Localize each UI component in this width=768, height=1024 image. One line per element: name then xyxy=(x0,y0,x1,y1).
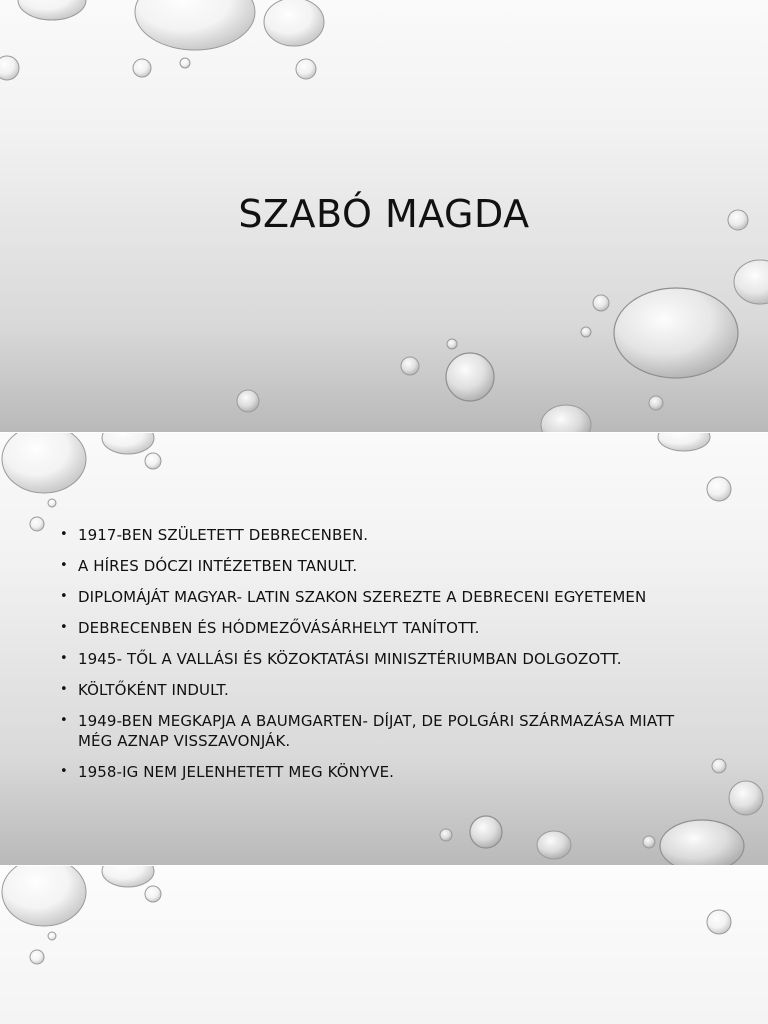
list-item: • KÖLTŐKÉNT INDULT. xyxy=(60,681,229,699)
list-item: • 1949-BEN MEGKAPJA A BAUMGARTEN- DÍJAT, DE POLGÁRI SZÁRMAZÁSA MIATT MÉG AZNAP VISSZAVONJÁK. xyxy=(60,712,675,750)
list-item: • 1917-BEN SZÜLETETT DEBRECENBEN. xyxy=(60,526,369,544)
water-droplets-decoration xyxy=(0,866,768,1024)
list-item: • 1958-IG NEM JELENHETETT MEG KÖNYVE. xyxy=(60,763,395,781)
title-slide xyxy=(0,0,768,432)
list-item: • A HÍRES DÓCZI INTÉZETBEN TANULT. xyxy=(60,557,358,575)
bullet-list xyxy=(60,525,710,793)
list-item: • DEBRECENBEN ÉS HÓDMEZŐVÁSÁRHELYT TANÍTOTT. xyxy=(60,619,480,637)
list-item: • DIPLOMÁJÁT MAGYAR- LATIN SZAKON SZEREZTE A DEBRECENI EGYETEMEN xyxy=(60,588,647,606)
slide-title: SZABÓ MAGDA xyxy=(238,192,530,236)
bullet-slide xyxy=(0,433,768,865)
partial-slide xyxy=(0,866,768,1024)
list-item: • 1945- TŐL A VALLÁSI ÉS KÖZOKTATÁSI MINISZTÉRIUMBAN DOLGOZOTT. xyxy=(60,650,622,668)
